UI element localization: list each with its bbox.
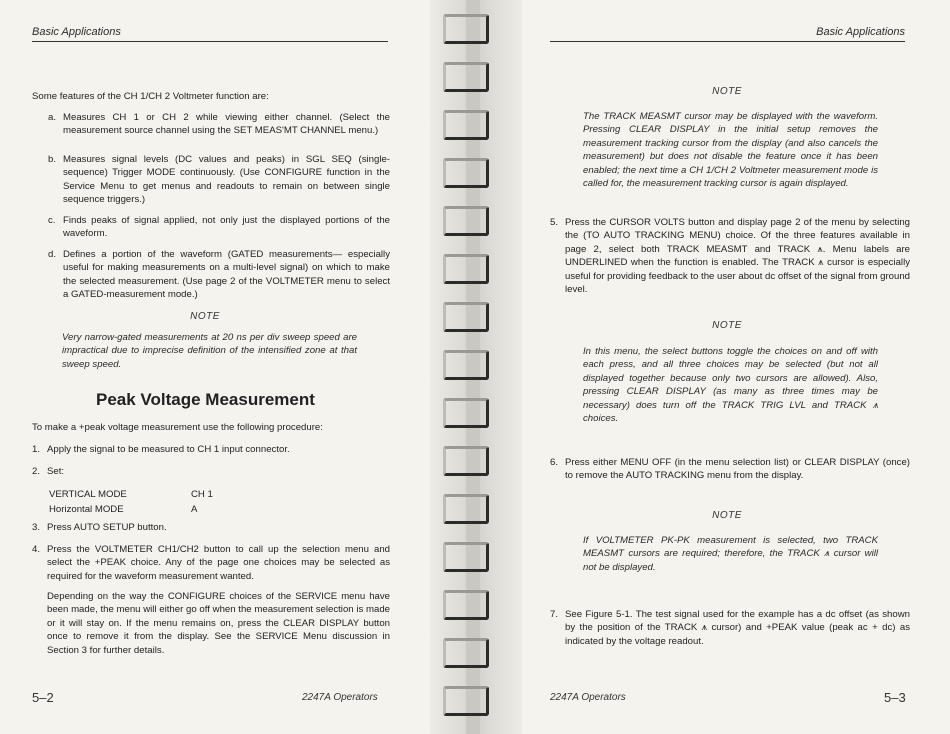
step-text: Press either MENU OFF (in the menu selection list) or CLEAR DISPLAY (once) to remove the AUTO TRACKING menu from the display.: [565, 457, 910, 482]
step-label: 5.: [550, 217, 559, 228]
running-head: Basic Applications: [816, 26, 905, 38]
binding-ring: [443, 62, 489, 92]
binding-ring: [443, 302, 489, 332]
header-rule: [550, 41, 905, 42]
binding-ring: [443, 110, 489, 140]
step-text: Apply the signal to be measured to CH 1 input connector.: [47, 444, 290, 455]
step-item: [32, 443, 390, 456]
settings-table: [47, 486, 215, 519]
step-item: [550, 456, 910, 483]
binding-ring: [443, 398, 489, 428]
item-label: d.: [48, 249, 57, 260]
section-title: Peak Voltage Measurement: [96, 390, 315, 409]
feature-item: [48, 111, 390, 138]
step-label: 6.: [550, 457, 559, 468]
binding-ring: [443, 350, 489, 380]
running-head: Basic Applications: [32, 26, 121, 38]
binding-ring: [443, 494, 489, 524]
step-text: See Figure 5-1. The test signal used for the example has a dc offset (as shown by the position of the TRACK ⩚ cursor) and +PEAK value (peak ac + dc) as indicated by the voltage readout.: [565, 609, 910, 647]
step-label: 3.: [32, 522, 41, 533]
step-label: 4.: [32, 544, 41, 555]
item-text: Measures signal levels (DC values and peaks) in SGL SEQ (single-sequence) Trigger MODE continuously. (Use CONFIGURE function in the Service Menu to get menus and readouts to remain on between single sequence triggers.): [63, 154, 390, 206]
binding-ring: [443, 206, 489, 236]
step-text: Press the VOLTMETER CH1/CH2 button to call up the selection menu and select the +PEAK choice. Any of the page one choices may be selected as required for the waveform measurement wanted.: [47, 544, 390, 582]
settings-row: [49, 488, 213, 501]
binding-ring: [443, 14, 489, 44]
left-page: [0, 0, 430, 734]
note-text: The TRACK MEASMT cursor may be displayed with the waveform. Pressing CLEAR DISPLAY in the initial setup removes the measurement tracking cursor from the display (and also cancels the measurement) but does not disable the feature once it has been enabled; the next time a CH 1/CH 2 Voltmeter measurement mode is called for, the measurement tracking cursor is again displayed.: [583, 111, 878, 190]
note-text: If VOLTMETER PK-PK measurement is selected, two TRACK MEASMT cursors are required; therefore, the TRACK ⩚ cursor will not be displayed.: [583, 535, 878, 573]
step-followup: Depending on the way the CONFIGURE choices of the SERVICE menu have been made, the menu will either go off when the measurement selection is made or it will stay on. If the menu remains on, press the CLEAR DISPLAY button once to remove it from the display. See the SERVICE Menu discussion in Section 3 for further details.: [47, 591, 390, 656]
binding-ring: [443, 638, 489, 668]
page-number: 5–2: [32, 690, 54, 705]
binding-ring: [443, 590, 489, 620]
step-item: [32, 465, 390, 478]
setting-name: VERTICAL MODE: [49, 489, 127, 500]
binding-ring: [443, 542, 489, 572]
step-text: Press the CURSOR VOLTS button and display page 2 of the menu by selecting the (TO AUTO TRACKING MENU) choice. Of the three features available in page 2, select both TRACK MEASMT and TRACK ⩚. Menu labels are UNDERLINED when the function is enabled. The TRACK ⩚ cursor is especially useful for providing feedback to the user about dc offset of the signal from ground level.: [565, 217, 910, 296]
step-label: 1.: [32, 444, 41, 455]
page-number: 5–3: [884, 690, 906, 705]
step-label: 2.: [32, 466, 41, 477]
item-text: Finds peaks of signal applied, not only just the displayed portions of the waveform.: [63, 215, 390, 240]
right-page: [522, 0, 950, 734]
step-text: Press AUTO SETUP button.: [47, 522, 167, 533]
features-intro: Some features of the CH 1/CH 2 Voltmeter function are:: [32, 91, 269, 102]
procedure-intro: To make a +peak voltage measurement use the following procedure:: [32, 422, 323, 433]
step-item: [32, 543, 390, 583]
note-heading: NOTE: [190, 311, 220, 322]
item-label: b.: [48, 154, 57, 165]
item-text: Defines a portion of the waveform (GATED measurements— especially useful for making measurements on a multi-level signal) on which to make the selected measurement. (Use page 2 of the VOLTMETER menu to select a GATED-measurement mode.): [63, 249, 390, 301]
note-text: Very narrow-gated measurements at 20 ns per div sweep speed are impractical due to imprecise definition of the intensified zone at that sweep speed.: [62, 332, 357, 370]
binding-ring: [443, 158, 489, 188]
note-heading: NOTE: [712, 320, 742, 331]
item-text: Measures CH 1 or CH 2 while viewing either channel. (Select the measurement source channel using the SET MEAS'MT CHANNEL menu.): [63, 112, 390, 137]
header-rule: [32, 41, 388, 42]
feature-item: [48, 153, 390, 207]
note-heading: NOTE: [712, 510, 742, 521]
feature-item: [48, 248, 390, 302]
setting-name: Horizontal MODE: [49, 504, 124, 516]
item-label: a.: [48, 112, 57, 123]
settings-row: [49, 503, 213, 516]
step-item: [550, 608, 910, 648]
binding-ring: [443, 254, 489, 284]
setting-value: CH 1: [191, 489, 213, 500]
step-item: [550, 216, 910, 296]
binding-ring: [443, 446, 489, 476]
setting-value: A: [191, 504, 198, 516]
step-item: [32, 521, 390, 534]
step-text: Set:: [47, 466, 65, 477]
feature-item: [48, 214, 390, 241]
page-footer: 2247A Operators: [302, 692, 378, 703]
binding-ring: [443, 686, 489, 716]
note-text: In this menu, the select buttons toggle the choices on and off with each press, and all three choices may be selected (but not all displayed together because only two cursors are allowed). Also, pressing CLEAR DISPLAY (as many as three times may be necessary) does turn off the TRACK TRIG LVL and TRACK ⩚ choices.: [583, 346, 878, 425]
note-heading: NOTE: [712, 86, 742, 97]
step-label: 7.: [550, 609, 559, 620]
page-footer: 2247A Operators: [550, 692, 626, 703]
item-label: c.: [48, 215, 56, 226]
